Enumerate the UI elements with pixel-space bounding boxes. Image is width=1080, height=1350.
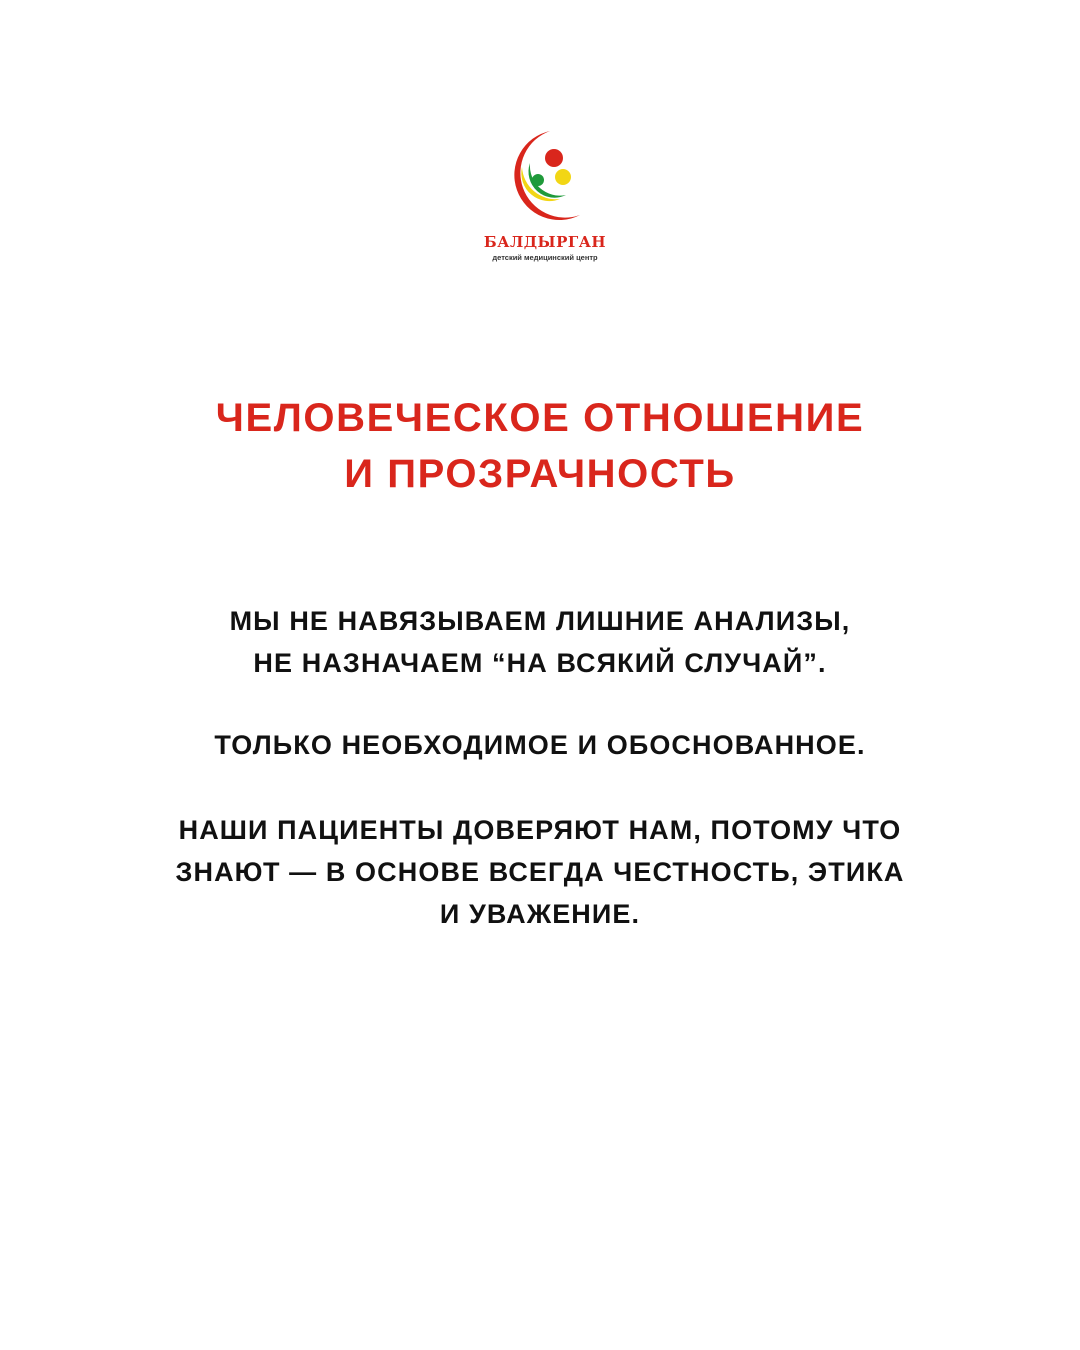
headline-line: И ПРОЗРАЧНОСТЬ bbox=[344, 452, 736, 496]
paragraph-line: МЫ НЕ НАВЯЗЫВАЕМ ЛИШНИЕ АНАЛИЗЫ, bbox=[229, 606, 851, 636]
paragraph-only-necessary bbox=[0, 724, 1080, 766]
paragraph-line: ТОЛЬКО НЕОБХОДИМОЕ И ОБОСНОВАННОЕ. bbox=[214, 730, 866, 760]
headline-line: ЧЕЛОВЕЧЕСКОЕ ОТНОШЕНИЕ bbox=[215, 396, 865, 440]
paragraph-line: ЗНАЮТ — В ОСНОВЕ ВСЕГДА ЧЕСТНОСТЬ, ЭТИКА bbox=[175, 857, 905, 887]
paragraph-no-extra-tests bbox=[0, 600, 1080, 684]
paragraph-line: НЕ НАЗНАЧАЕМ “НА ВСЯКИЙ СЛУЧАЙ”. bbox=[253, 648, 827, 678]
brand-tagline: детский медицинский центр bbox=[492, 253, 598, 262]
headline bbox=[0, 390, 1080, 502]
logo bbox=[470, 125, 620, 270]
paragraph-line: НАШИ ПАЦИЕНТЫ ДОВЕРЯЮТ НАМ, ПОТОМУ ЧТО bbox=[178, 815, 902, 845]
logo-emblem-icon bbox=[488, 125, 598, 225]
brand-name: БАЛДЫРГАН bbox=[483, 233, 607, 251]
paragraph-line: И УВАЖЕНИЕ. bbox=[439, 899, 641, 929]
paragraph-trust bbox=[0, 809, 1080, 935]
